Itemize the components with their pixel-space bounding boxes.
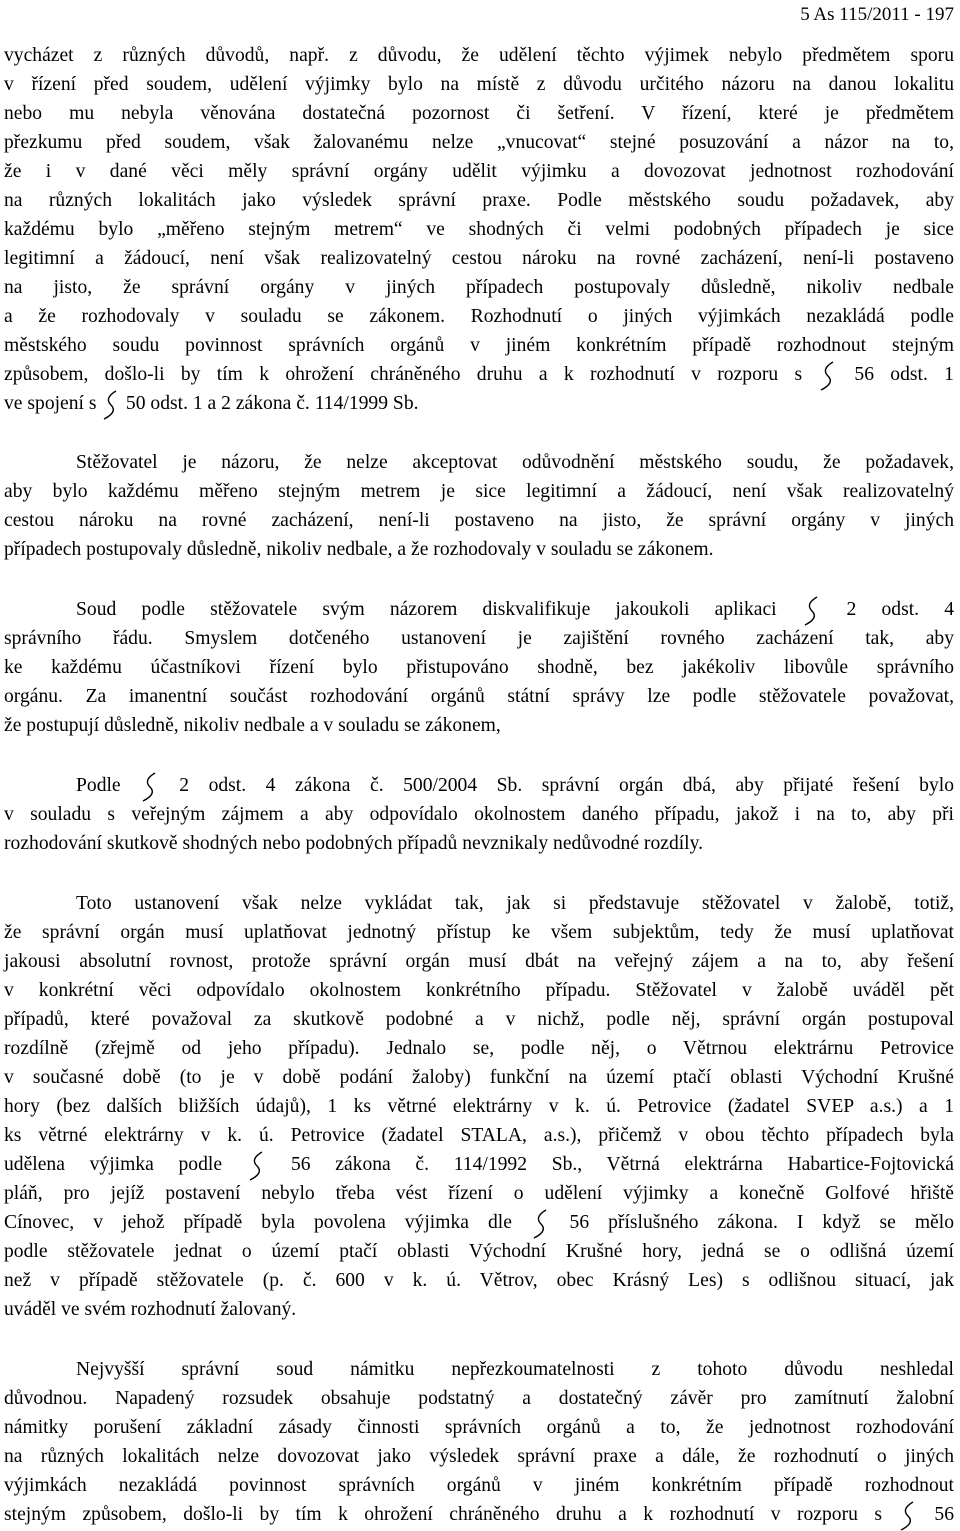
section-sign-icon [101,393,121,413]
text-line [4,711,954,740]
text-line [4,1005,954,1034]
text-segment: jakousi absolutní rovnost, protože správní orgán musí dbát na veřejný zájem a na to, aby řešení [4,951,954,972]
text-line [4,682,954,711]
section-sign-icon [140,775,160,795]
text-line [4,1150,954,1179]
text-segment: na jisto, že správní orgány v jiných případech postupovaly důsledně, nikoliv nedbale [4,277,954,298]
text-line [4,1413,954,1442]
text-segment: každému bylo „měřeno stejným metrem“ ve shodných či velmi podobných případech je sice [4,219,954,240]
text-segment: případů, které považoval za skutkově podobné a v nichž, podle něj, správní orgán postupoval [4,1009,954,1030]
text-line [4,215,954,244]
text-segment: pláň, pro jejíž postavení nebylo třeba vést řízení o udělení výjimky a konečně Golfové hřiště [4,1183,954,1204]
text-segment: ks větrné elektrárny v k. ú. Petrovice (žadatel STALA, a.s.), přičemž v obou těchto případech byla [4,1125,954,1146]
text-segment: námitky porušení základní zásady činnosti správních orgánů a to, že jednotnost rozhodování [4,1417,954,1438]
text-segment: Cínovec, v jehož případě byla povolena výjimka dle [4,1212,531,1233]
text-segment: udělena výjimka podle [4,1154,247,1175]
text-line [4,302,954,331]
section-sign-icon [531,1212,551,1232]
text-segment: než v případě stěžovatele (p. č. 600 v k. ú. Větrov, obec Krásný Les) s odlišnou situací, jak [4,1270,954,1291]
text-line [4,1295,954,1324]
text-segment: 56 příslušného zákona. I když se mělo [550,1212,954,1233]
text-segment: v současné době (to je v době podání žaloby) funkční na území ptačí oblasti Východní Krušné [4,1067,954,1088]
text-segment: v řízení před soudem, udělení výjimky bylo na místě z důvodu určitého názoru na danou lokalitu [4,74,954,95]
text-segment: nebo mu nebyla věnována dostatečná pozornost či šetření. V řízení, které je předmětem [4,103,954,124]
text-line [4,1500,954,1529]
text-line [76,448,954,477]
text-line [4,128,954,157]
text-segment: důvodnou. Napadený rozsudek obsahuje podstatný a dostatečný závěr pro zamítnutí žalobní [4,1388,954,1409]
text-line [4,506,954,535]
text-segment: 50 odst. 1 a 2 zákona č. 114/1999 Sb. [121,393,419,414]
text-line [76,595,954,624]
section-sign-icon [818,364,838,384]
text-segment: vycházet z různých důvodů, např. z důvodu, že udělení těchto výjimek nebylo předmětem sporu [4,45,954,66]
text-segment: případech postupovaly důsledně, nikoliv nedbale, a že rozhodovaly v souladu se zákonem. [4,539,714,560]
text-segment: v konkrétní věci odpovídalo okolnostem konkrétního případu. Stěžovatel v žalobě uváděl pět [4,980,954,1001]
text-line [4,1442,954,1471]
text-segment: legitimní a žádoucí, není však realizovatelný cestou nároku na rovné zacházení, není-li postaveno [4,248,954,269]
text-line [4,331,954,360]
text-segment: že správní orgán musí uplatňovat jednotný přístup ke všem subjektům, tedy že musí uplatňovat [4,922,954,943]
text-line [4,1179,954,1208]
text-segment: 56 odst. 1 [838,364,954,385]
text-segment: Soud podle stěžovatele svým názorem diskvalifikuje jakoukoli aplikaci [76,599,802,620]
text-line [4,947,954,976]
text-segment: městského soudu povinnost správních orgánů v jiném konkrétním případě rozhodnout stejným [4,335,954,356]
text-line [4,1121,954,1150]
text-segment: na různých lokalitách nelze dovozovat jako výsledek správní praxe a dále, že rozhodnutí o jiných [4,1446,954,1467]
text-segment: Podle [76,775,141,796]
text-segment: a že rozhodovaly v souladu se zákonem. Rozhodnutí o jiných výjimkách nezakládá podle [4,306,954,327]
text-segment: že postupují důsledně, nikoliv nedbale a v souladu se zákonem, [4,715,501,736]
text-line [4,653,954,682]
text-segment: Nejvyšší správní soud námitku nepřezkoumatelnosti z tohoto důvodu neshledal [76,1359,954,1380]
text-line [4,273,954,302]
text-segment: 56 [917,1504,954,1525]
text-line [4,244,954,273]
text-segment: na různých lokalitách jako výsledek správní praxe. Podle městského soudu požadavek, aby [4,190,954,211]
text-line [4,477,954,506]
text-segment: správního řádu. Smyslem dotčeného ustanovení je zajištění rovného zacházení tak, aby [4,628,954,649]
text-segment: aby bylo každému měřeno stejným metrem je sice legitimní a žádoucí, není však realizovatelný [4,481,954,502]
text-segment: rozhodování skutkově shodných nebo podobných případů nevznikaly nedůvodné rozdíly. [4,833,704,854]
text-line [4,41,954,70]
text-segment: způsobem, došlo-li by tím k ohrožení chráněného druhu a k rozhodnutí v rozporu s [4,364,819,385]
text-segment: hory (bez dalších bližších údajů), 1 ks větrné elektrárny v k. ú. Petrovice (žadatel SVEP a.s.) a 1 [4,1096,954,1117]
text-segment: podle stěžovatele jednat o území ptačí oblasti Východní Krušné hory, jedná se o odlišná území [4,1241,954,1262]
text-line [4,624,954,653]
text-segment: Stěžovatel je názoru, že nelze akceptovat odůvodnění městského soudu, že požadavek, [76,452,954,473]
text-segment: stejným způsobem, došlo-li by tím k ohrožení chráněného druhu a k rozhodnutí v rozporu s [4,1504,899,1525]
text-line [4,99,954,128]
text-line [4,1092,954,1121]
text-segment: 56 zákona č. 114/1992 Sb., Větrná elektrárna Habartice-Fojtovická [266,1154,954,1175]
text-line [4,186,954,215]
text-segment: orgánu. Za imanentní součást rozhodování orgánů státní správy lze podle stěžovatele považovat, [4,686,954,707]
text-segment: že i v dané věci měly správní orgány udělit výjimku a dovozovat jednotnost rozhodování [4,161,954,182]
text-line [4,1384,954,1413]
text-segment: ve spojení s [4,393,102,414]
text-segment: ke každému účastníkovi řízení bylo přistupováno shodně, bez jakékoliv libovůle správního [4,657,954,678]
text-segment: přezkumu před soudem, však žalovanému nelze „vnucovat“ stejné posuzování a názor na to, [4,132,954,153]
text-line [76,1355,954,1384]
text-segment: rozdílně (zřejmě od jeho případu). Jednalo se, podle něj, o Větrnou elektrárnu Petrovice [4,1038,954,1059]
section-sign-icon [802,599,822,619]
page-header: 5 As 115/2011 - 197 [800,4,954,25]
section-sign-icon [247,1154,267,1174]
text-line [4,70,954,99]
text-line [4,918,954,947]
text-segment: 2 odst. 4 zákona č. 500/2004 Sb. správní orgán dbá, aby přijaté řešení bylo [159,775,954,796]
text-segment: uváděl ve svém rozhodnutí žalovaný. [4,1299,297,1320]
text-segment: cestou nároku na rovné zacházení, není-li postaveno na jisto, že správní orgány v jiných [4,510,954,531]
text-line [76,771,954,800]
text-line [4,829,954,858]
text-line [4,976,954,1005]
text-line [4,360,954,389]
text-line [4,1034,954,1063]
text-line [4,1208,954,1237]
text-line [4,1471,954,1500]
text-segment: 2 odst. 4 [821,599,954,620]
text-line [76,889,954,918]
text-segment: v souladu s veřejným zájmem a aby odpovídalo okolnostem daného případu, jakož i na to, aby při [4,804,954,825]
text-line [4,157,954,186]
text-line [4,1266,954,1295]
text-segment: výjimkách nezakládá povinnost správních orgánů v jiném konkrétním případě rozhodnout [4,1475,954,1496]
text-line [4,1237,954,1266]
text-line [4,1063,954,1092]
text-line [4,535,954,564]
text-segment: Toto ustanovení však nelze vykládat tak, jak si představuje stěžovatel v žalobě, totiž, [76,893,954,914]
text-line [4,389,954,418]
text-line [4,800,954,829]
